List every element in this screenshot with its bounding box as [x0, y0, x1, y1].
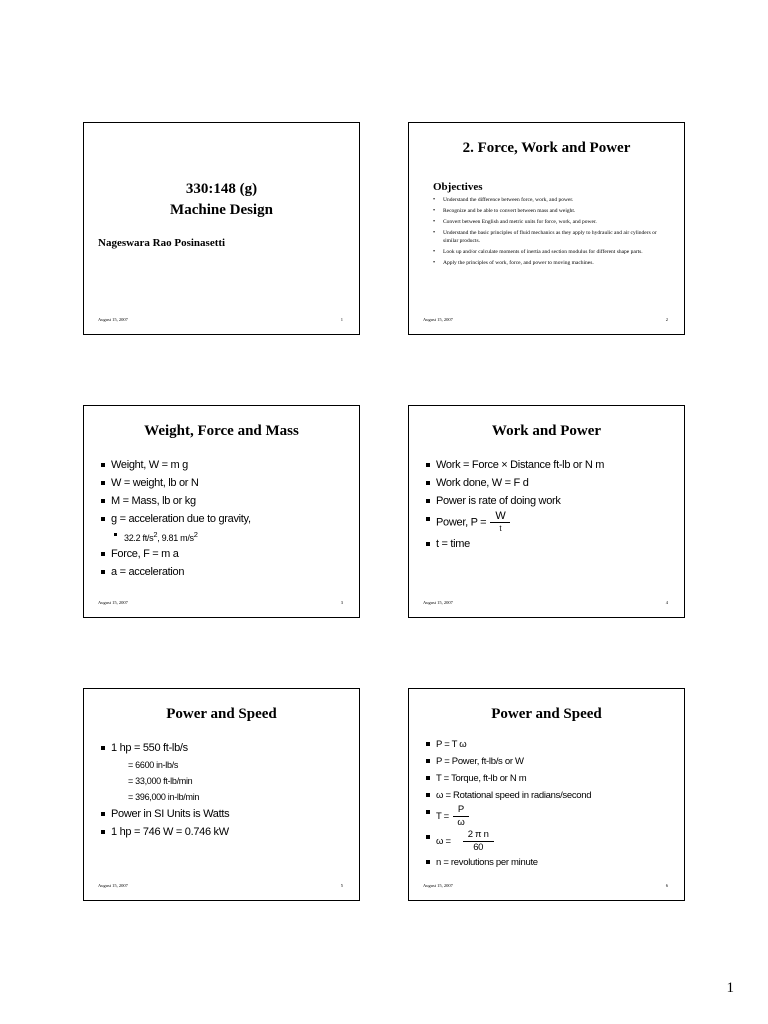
list-item: ω = Rotational speed in radians/second [425, 787, 591, 804]
list-item: a = acceleration [100, 563, 251, 581]
power-label: Power, P = [436, 516, 487, 529]
fraction-numerator: P [453, 804, 469, 817]
fraction-denominator: t [499, 524, 502, 533]
slide-6 [408, 688, 685, 901]
bullet-list [425, 456, 604, 553]
list-item: 1 hp = 746 W = 0.746 kW [100, 823, 229, 841]
list-item: • Convert between English and metric units for force, work, and power. [431, 218, 667, 226]
slide-title: Power and Speed [491, 706, 602, 722]
objectives-list [431, 196, 667, 270]
slide-4 [408, 405, 685, 618]
power-fraction [490, 510, 510, 535]
slide-date: August 15, 2007 [423, 600, 453, 605]
slide-number: 4 [665, 600, 668, 605]
slide-1 [83, 122, 360, 335]
slide-title: 2. Force, Work and Power [462, 140, 631, 156]
bullet-list [100, 739, 229, 841]
list-item: T = Torque, ft-lb or N m [425, 770, 591, 787]
slide-number: 6 [665, 883, 668, 888]
slide-number: 1 [340, 317, 343, 322]
superscript: 2 [193, 530, 198, 539]
continuation-line: = 33,000 ft-lb/min [128, 776, 193, 786]
fraction-numerator: W [490, 510, 510, 523]
list-item: • Understand the difference between force, work, and power. [431, 196, 667, 204]
list-item [425, 804, 591, 829]
list-item: W = weight, lb or N [100, 474, 251, 492]
list-item: Force, F = m a [100, 545, 251, 563]
list-item: P = Power, ft-lb/s or W [425, 753, 591, 770]
list-item: Power in SI Units is Watts [100, 805, 229, 823]
slide-5 [83, 688, 360, 901]
slide-number: 3 [340, 600, 343, 605]
slide-date: August 15, 2007 [98, 317, 128, 322]
list-item: • Understand the basic principles of fluid mechanics as they apply to hydraulic and air cylinders or similar products. [431, 229, 667, 245]
slide-date: August 15, 2007 [423, 317, 453, 322]
list-item: t = time [425, 535, 604, 553]
omega-label: ω = [436, 836, 451, 848]
fraction-denominator: ω [457, 817, 465, 828]
list-item: M = Mass, lb or kg [100, 492, 251, 510]
slide-number: 2 [665, 317, 668, 322]
course-code: 330:148 (g) [185, 181, 258, 197]
list-item: • Apply the principles of work, force, and power to moving machines. [431, 259, 667, 267]
slide-date: August 15, 2007 [423, 883, 453, 888]
gravity-english: 32.2 ft/s [124, 533, 154, 543]
omega-fraction [463, 829, 494, 854]
fraction-numerator: 2 π n [463, 829, 494, 842]
continuation-line: = 6600 in-lb/s [128, 760, 179, 770]
objectives-heading: Objectives [433, 181, 483, 193]
list-item: • Look up and/or calculate moments of inertia and section modulus for different shape parts. [431, 248, 667, 256]
slide-title: Power and Speed [166, 706, 277, 722]
list-item [425, 829, 591, 854]
list-item: 1 hp = 550 ft-lb/s [100, 739, 229, 757]
continuation-line: = 396,000 in-lb/min [128, 792, 200, 802]
slide-3 [83, 405, 360, 618]
list-item: Work done, W = F d [425, 474, 604, 492]
course-title [84, 179, 359, 221]
slide-date: August 15, 2007 [98, 883, 128, 888]
page-number: 1 [726, 980, 734, 996]
superscript: 2 [153, 530, 158, 539]
list-item: g = acceleration due to gravity, [100, 510, 251, 528]
fraction-denominator: 60 [473, 842, 484, 853]
list-item [425, 510, 604, 535]
author-name: Nageswara Rao Posinasetti [98, 237, 226, 249]
slide-2 [408, 122, 685, 335]
list-item: • Recognize and be able to convert between mass and weight. [431, 207, 667, 215]
slide-title: Weight, Force and Mass [144, 423, 299, 439]
slide-date: August 15, 2007 [98, 600, 128, 605]
list-item: P = T ω [425, 736, 591, 753]
torque-fraction [453, 804, 469, 829]
slide-title: Work and Power [491, 423, 602, 439]
gravity-metric: , 9.81 m/s [157, 533, 194, 543]
bullet-list [425, 736, 591, 871]
slide-number: 5 [340, 883, 343, 888]
list-item: Weight, W = m g [100, 456, 251, 474]
list-item: Power is rate of doing work [425, 492, 604, 510]
course-name: Machine Design [170, 202, 273, 218]
list-item: Work = Force × Distance ft-lb or N m [425, 456, 604, 474]
list-item: n = revolutions per minute [425, 854, 591, 871]
torque-label: T = [436, 811, 449, 823]
sub-list-item [100, 528, 251, 545]
bullet-list [100, 456, 251, 581]
